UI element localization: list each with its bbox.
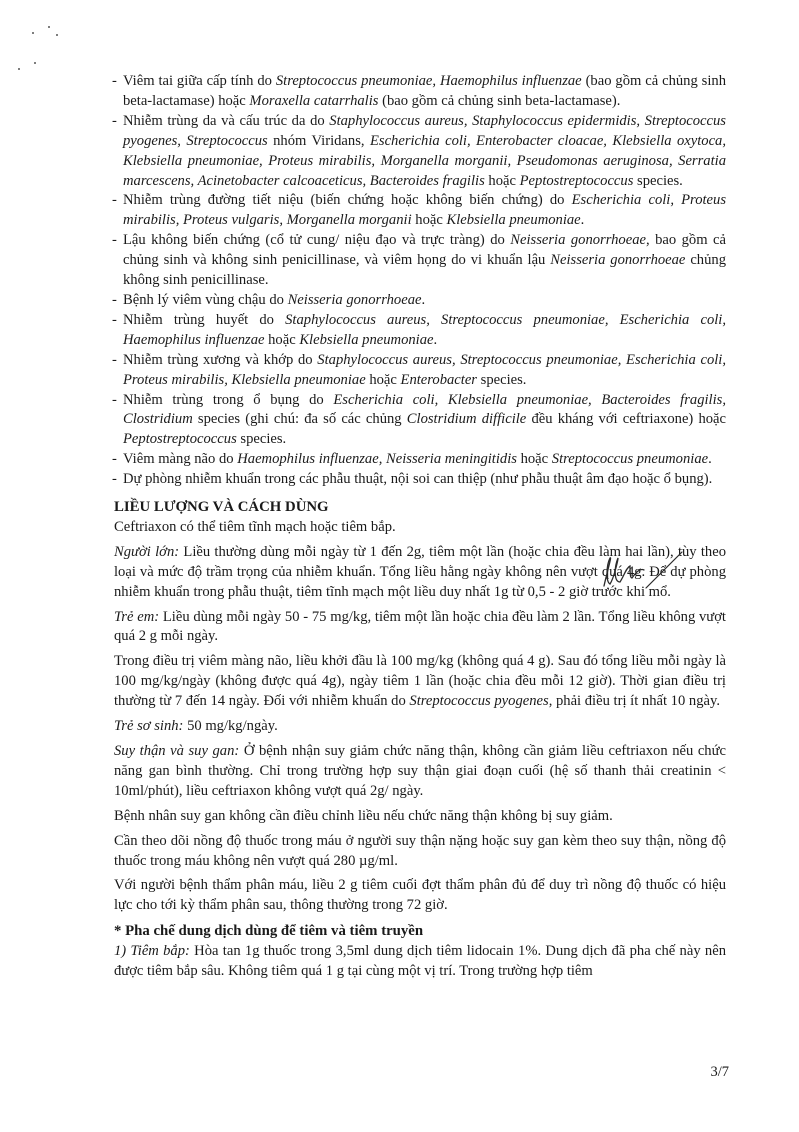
handwritten-signature — [596, 548, 686, 592]
paragraph — [114, 942, 726, 982]
text-run: (bao gồm cả chủng sinh beta-lactamase) hoặc — [123, 73, 727, 109]
text-run: Nhiễm trùng xương và khớp do — [123, 351, 318, 368]
indication-item — [114, 231, 726, 291]
text-run: species. — [477, 371, 527, 388]
dosage-heading: LIỀU LƯỢNG VÀ CÁCH DÙNG — [114, 499, 329, 516]
paragraph — [114, 652, 726, 712]
paragraph — [114, 717, 726, 737]
text-run: Liều thường dùng mỗi ngày từ 1 đến 2g, tiêm một lần (hoặc chia đều làm hai lần), tùy theo loại và mức độ trầm trọng của nhiễm khuẩn. Tổng liều hằng ngày không nên vượt quá 4g. Để dự phòng nhiễm khuẩn trong phẫu thuật, tiêm tĩnh mạch một liều duy nhất 1g từ 0,5 - 2 giờ trước khi mổ. — [114, 543, 727, 600]
italic-text: Enterobacter — [400, 371, 477, 388]
text-run: . — [708, 451, 712, 468]
scan-speck — [32, 32, 34, 34]
italic-text: Neisseria gonorrhoeae — [510, 232, 646, 249]
scan-speck — [56, 34, 58, 36]
text-run: Viêm màng não do — [123, 451, 238, 468]
italic-text: Haemophilus influenzae, Neisseria meningitidis — [237, 451, 517, 468]
text-run: Bệnh nhân suy gan không cần điều chỉnh liều nếu chức năng thận không bị suy giảm. — [114, 807, 613, 824]
indication-item — [114, 391, 726, 451]
text-run: hoặc — [411, 212, 447, 229]
italic-text: 1) Tiêm bắp: — [114, 943, 190, 960]
italic-text: Streptococcus pyogenes — [409, 693, 549, 710]
text-run: Ở bệnh nhận suy giảm chức năng thận, không cần giảm liều ceftriaxon nếu chức năng gan bình thường. Chỉ trong trường hợp suy thận giai đoạn cuối (hệ số thanh thải creatinin < 10ml/phút), liều ceftriaxon không vượt quá 2g/ ngày. — [114, 743, 726, 799]
paragraph — [114, 518, 726, 538]
paragraph — [114, 608, 726, 648]
paragraph — [114, 807, 726, 827]
text-run: Lậu không biến chứng (cổ tử cung/ niệu đạo và trực tràng) do — [123, 232, 511, 249]
italic-text: Streptococcus pneumoniae — [551, 451, 709, 468]
italic-text: Streptococcus pneumoniae, Haemophilus influenzae — [275, 73, 582, 89]
italic-text: Clostridium difficile — [406, 411, 527, 428]
text-run: . — [580, 212, 585, 229]
text-run: Với người bệnh thẩm phân máu, liều 2 g tiêm cuối đợt thẩm phân đủ để duy trì nồng độ thuốc có hiệu lực cho tới kỳ thẩm phân sau, thông thường trong 72 giờ. — [114, 877, 726, 914]
italic-text: Escherichia coli, Klebsiella pneumoniae, Bacteroides fragilis, Clostridium — [123, 391, 726, 428]
text-run: chủng không sinh penicillinase. — [123, 252, 726, 289]
indication-item — [114, 450, 726, 470]
italic-text: Staphylococcus aureus, Staphylococcus epidermidis, Streptococcus pyogenes, Streptococcus — [123, 112, 726, 149]
italic-text: Klebsiella pneumoniae — [299, 331, 434, 348]
italic-text: Escherichia coli, Proteus mirabilis, Proteus vulgaris, Morganella morganii — [123, 192, 726, 229]
paragraph — [114, 832, 726, 872]
preparation-heading: * Pha chế dung dịch dùng để tiêm và tiêm truyền — [114, 923, 424, 940]
text-run: nhóm Viridans, — [267, 132, 370, 149]
italic-text: Người lớn: — [114, 543, 180, 560]
italic-text: Staphylococcus aureus, Streptococcus pneumoniae, Escherichia coli, Haemophilus influenzae — [123, 311, 726, 348]
document-body — [114, 72, 726, 982]
paragraph — [114, 876, 726, 916]
scan-speck — [48, 26, 50, 28]
italic-text: Klebsiella pneumoniae — [446, 212, 581, 229]
scan-speck — [34, 62, 36, 64]
text-run: 50 mg/kg/ngày. — [183, 718, 278, 735]
scan-specks — [12, 18, 72, 78]
text-run: hoặc — [365, 371, 401, 388]
italic-text: Moraxella catarrhalis — [249, 92, 379, 109]
text-run: Liều dùng mỗi ngày 50 - 75 mg/kg, tiêm một lần hoặc chia đều làm 2 lần. Tổng liều không vượt quá 2 g mỗi ngày. — [114, 608, 726, 645]
text-run: , phải điều trị ít nhất 10 ngày. — [548, 693, 720, 710]
italic-text: Staphylococcus aureus, Streptococcus pneumoniae, Escherichia coli, Proteus mirabilis, Klebsiella pneumoniae — [123, 351, 726, 388]
page-number: 3/7 — [710, 1064, 729, 1080]
indication-item — [114, 470, 726, 490]
indication-item — [114, 311, 726, 351]
text-run: Trong điều trị viêm màng não, liều khởi đầu là 100 mg/kg (không quá 4 g). Sau đó tổng liều mỗi ngày là 100 mg/kg/ngày (không được quá 4g), ngày tiêm 1 lần (hoặc chia đều mỗi 12 giờ). Thời gian điều trị thường từ 7 đến 14 ngày. Đối với nhiễm khuẩn do — [114, 653, 726, 710]
italic-text: Neisseria gonorrhoeae — [550, 252, 686, 269]
indications-list — [114, 72, 726, 490]
paragraph — [114, 742, 726, 802]
italic-text: Peptostreptococcus — [123, 431, 237, 448]
text-run: (bao gồm cả chủng sinh beta-lactamase). — [378, 92, 621, 109]
italic-text: Trẻ sơ sinh: — [114, 718, 184, 735]
text-run: Bệnh lý viêm vùng chậu do — [123, 291, 288, 308]
indication-item — [114, 291, 726, 311]
text-run: . — [433, 331, 438, 348]
text-run: Nhiễm trùng da và cấu trúc da do — [123, 112, 330, 129]
text-run: . — [421, 291, 426, 308]
text-run: đều kháng với ceftriaxone) hoặc — [526, 411, 726, 428]
text-run: Cần theo dõi nồng độ thuốc trong máu ở người suy thận nặng hoặc suy gan kèm theo suy thận, nồng độ thuốc trong máu không nên vượt quá 280 µg/ml. — [114, 832, 726, 869]
text-run: Nhiễm trùng huyết do — [123, 311, 286, 328]
text-run: species. — [236, 431, 287, 448]
text-run: Nhiễm trùng đường tiết niệu (biến chứng hoặc không biến chứng) do — [123, 192, 572, 209]
scan-speck — [18, 68, 20, 70]
italic-text: Trẻ em: — [114, 608, 160, 625]
italic-text: Escherichia coli, Enterobacter cloacae, Klebsiella oxytoca, Klebsiella pneumoniae, Proteus mirabilis, Morganella morganii, Pseudomonas aeruginosa, Serratia marcescens, Acinetobacter calcoaceticus, Bacteroides fragilis — [123, 132, 726, 189]
text-run: Viêm tai giữa cấp tính do — [123, 73, 276, 89]
preparation-section — [114, 942, 726, 982]
indication-item — [114, 191, 726, 231]
indication-item — [114, 112, 726, 192]
indication-item — [114, 351, 726, 391]
text-run: species. — [633, 172, 683, 189]
text-run: hoặc — [516, 451, 552, 468]
text-run: Nhiễm trùng trong ổ bụng do — [123, 391, 334, 408]
text-run: , bao gồm cả chủng sinh và không sinh penicillinase, và viêm họng do vi khuẩn lậu — [123, 232, 726, 269]
text-run: hoặc — [484, 172, 520, 189]
text-run: hoặc — [264, 331, 300, 348]
italic-text: Suy thận và suy gan: — [114, 743, 240, 759]
text-run: Dự phòng nhiễm khuẩn trong các phẫu thuật, nội soi can thiệp (như phẫu thuật âm đạo hoặc ổ bụng). — [123, 471, 713, 488]
text-run: species (ghi chú: đa số các chủng — [192, 411, 407, 428]
italic-text: Peptostreptococcus — [519, 172, 634, 189]
text-run: Ceftriaxon có thể tiêm tĩnh mạch hoặc tiêm bắp. — [114, 518, 396, 535]
text-run: Hòa tan 1g thuốc trong 3,5ml dung dịch tiêm lidocain 1%. Dung dịch đã pha chế này nên được tiêm bắp sâu. Không tiêm quá 1 g tại cùng một vị trí. Trong trường hợp tiêm — [114, 943, 726, 980]
italic-text: Neisseria gonorrhoeae — [287, 291, 422, 308]
indication-item — [114, 72, 726, 112]
